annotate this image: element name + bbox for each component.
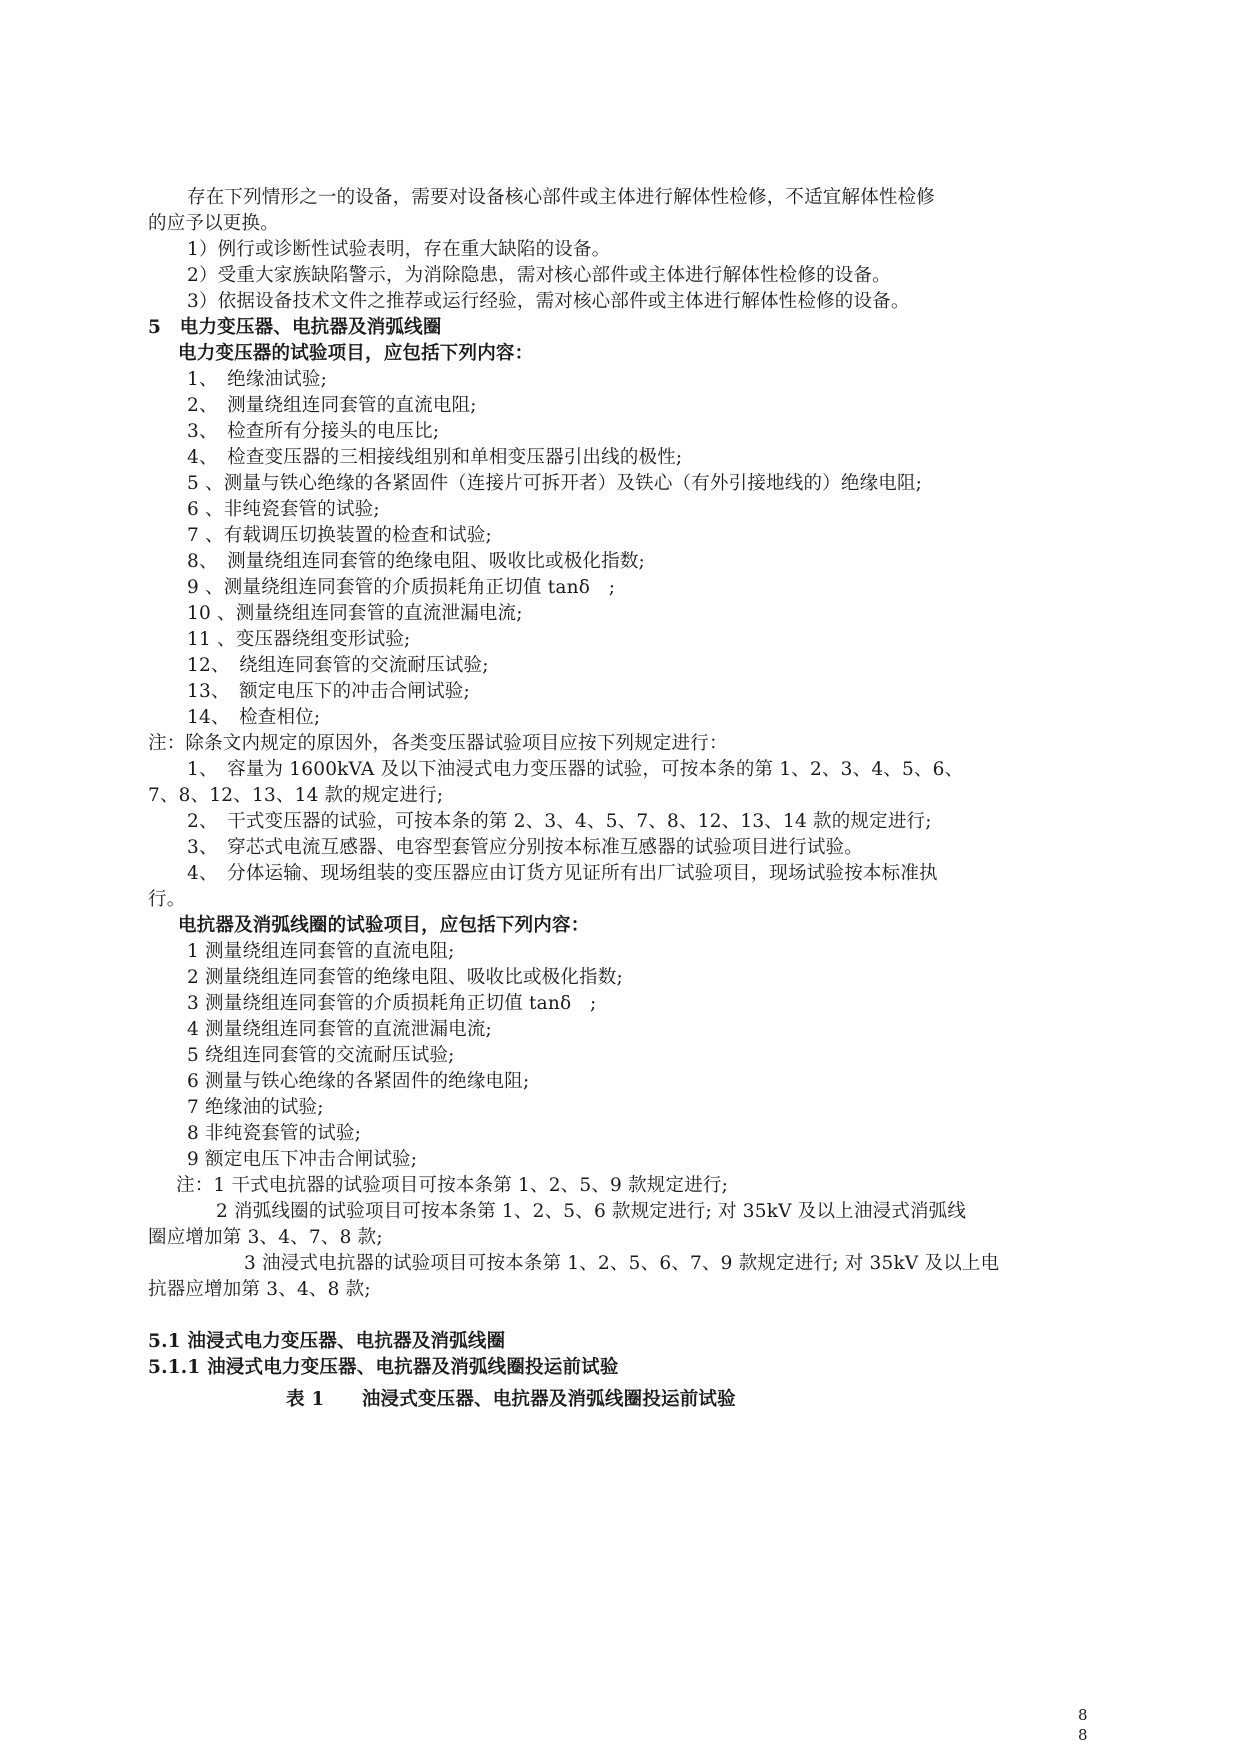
transformer-note-3: 3、 穿芯式电流互感器、电容型套管应分别按本标准互感器的试验项目进行试验。 [187,837,863,858]
transformer-note-4-line-1: 4、 分体运输、现场组装的变压器应由订货方见证所有出厂试验项目，现场试验按本标准执 [187,863,938,884]
reactor-item-1: 1 测量绕组连同套管的直流电阻; [187,941,455,962]
transformer-note-2: 2、 干式变压器的试验，可按本条的第 2、3、4、5、7、8、12、13、14 款的规定进行; [187,811,932,832]
reactor-item-5: 5 绕组连同套管的交流耐压试验; [187,1045,455,1066]
reactor-note-1: 注：1 干式电抗器的试验项目可按本条第 1、2、5、9 款规定进行; [176,1175,729,1196]
reactor-item-3: 3 测量绕组连同套管的介质损耗角正切值 tanδ ; [187,993,597,1014]
reactor-item-9: 9 额定电压下冲击合闸试验; [187,1149,418,1170]
reactor-item-2: 2 测量绕组连同套管的绝缘电阻、吸收比或极化指数; [187,967,623,988]
intro-item-1: 1）例行或诊断性试验表明，存在重大缺陷的设备。 [187,239,611,260]
transformer-heading: 电力变压器的试验项目，应包括下列内容： [178,343,534,364]
subsection-5-1-1-heading: 5.1.1 油浸式电力变压器、电抗器及消弧线圈投运前试验 [148,1357,619,1378]
reactor-note-3-line-2: 抗器应增加第 3、4、8 款; [148,1279,371,1300]
transformer-item-12: 12、 绕组连同套管的交流耐压试验; [187,655,489,676]
intro-line-2: 的应予以更换。 [148,213,279,234]
reactor-item-4: 4 测量绕组连同套管的直流泄漏电流; [187,1019,492,1040]
transformer-item-4: 4、 检查变压器的三相接线组别和单相变压器引出线的极性; [187,447,683,468]
page-number-line-1: 8 [1078,1706,1088,1724]
transformer-item-14: 14、 检查相位; [187,707,321,728]
reactor-heading: 电抗器及消弧线圈的试验项目，应包括下列内容： [178,915,590,936]
section-5-heading: 5 电力变压器、电抗器及消弧线圈 [148,317,442,338]
transformer-note-intro: 注：除条文内规定的原因外，各类变压器试验项目应按下列规定进行： [148,733,728,754]
intro-item-2: 2）受重大家族缺陷警示，为消除隐患，需对核心部件或主体进行解体性检修的设备。 [187,265,891,286]
reactor-note-2-line-2: 圈应增加第 3、4、7、8 款; [148,1227,383,1248]
transformer-item-7: 7 、有载调压切换装置的检查和试验; [187,525,492,546]
reactor-item-6: 6 测量与铁心绝缘的各紧固件的绝缘电阻; [187,1071,530,1092]
intro-line-1: 存在下列情形之一的设备，需要对设备核心部件或主体进行解体性检修，不适宜解体性检修 [187,187,936,208]
table-1-caption: 表 1 油浸式变压器、电抗器及消弧线圈投运前试验 [286,1389,736,1410]
transformer-item-2: 2、 测量绕组连同套管的直流电阻; [187,395,477,416]
transformer-item-9: 9 、测量绕组连同套管的介质损耗角正切值 tanδ ; [187,577,616,598]
reactor-note-3-line-1: 3 油浸式电抗器的试验项目可按本条第 1、2、5、6、7、9 款规定进行; 对 35kV 及以上电 [244,1253,1000,1274]
transformer-note-1-line-1: 1、 容量为 1600kVA 及以下油浸式电力变压器的试验，可按本条的第 1、2、3、4、5、6、 [187,759,964,780]
page-number-line-2: 8 [1078,1726,1088,1744]
intro-item-3: 3）依据设备技术文件之推荐或运行经验，需对核心部件或主体进行解体性检修的设备。 [187,291,910,312]
transformer-note-1-line-2: 7、8、12、13、14 款的规定进行; [148,785,444,806]
reactor-note-2-line-1: 2 消弧线圈的试验项目可按本条第 1、2、5、6 款规定进行; 对 35kV 及以上油浸式消弧线 [216,1201,967,1222]
transformer-note-4-line-2: 行。 [148,889,186,910]
transformer-item-3: 3、 检查所有分接头的电压比; [187,421,440,442]
transformer-item-5: 5 、测量与铁心绝缘的各紧固件（连接片可拆开者）及铁心（有外引接地线的）绝缘电阻; [187,473,923,494]
reactor-item-7: 7 绝缘油的试验; [187,1097,324,1118]
transformer-item-10: 10 、测量绕组连同套管的直流泄漏电流; [187,603,523,624]
subsection-5-1-heading: 5.1 油浸式电力变压器、电抗器及消弧线圈 [148,1331,506,1352]
transformer-item-13: 13、 额定电压下的冲击合闸试验; [187,681,470,702]
transformer-item-1: 1、 绝缘油试验; [187,369,328,390]
transformer-item-6: 6 、非纯瓷套管的试验; [187,499,380,520]
reactor-item-8: 8 非纯瓷套管的试验; [187,1123,362,1144]
transformer-item-11: 11 、变压器绕组变形试验; [187,629,411,650]
transformer-item-8: 8、 测量绕组连同套管的绝缘电阻、吸收比或极化指数; [187,551,645,572]
